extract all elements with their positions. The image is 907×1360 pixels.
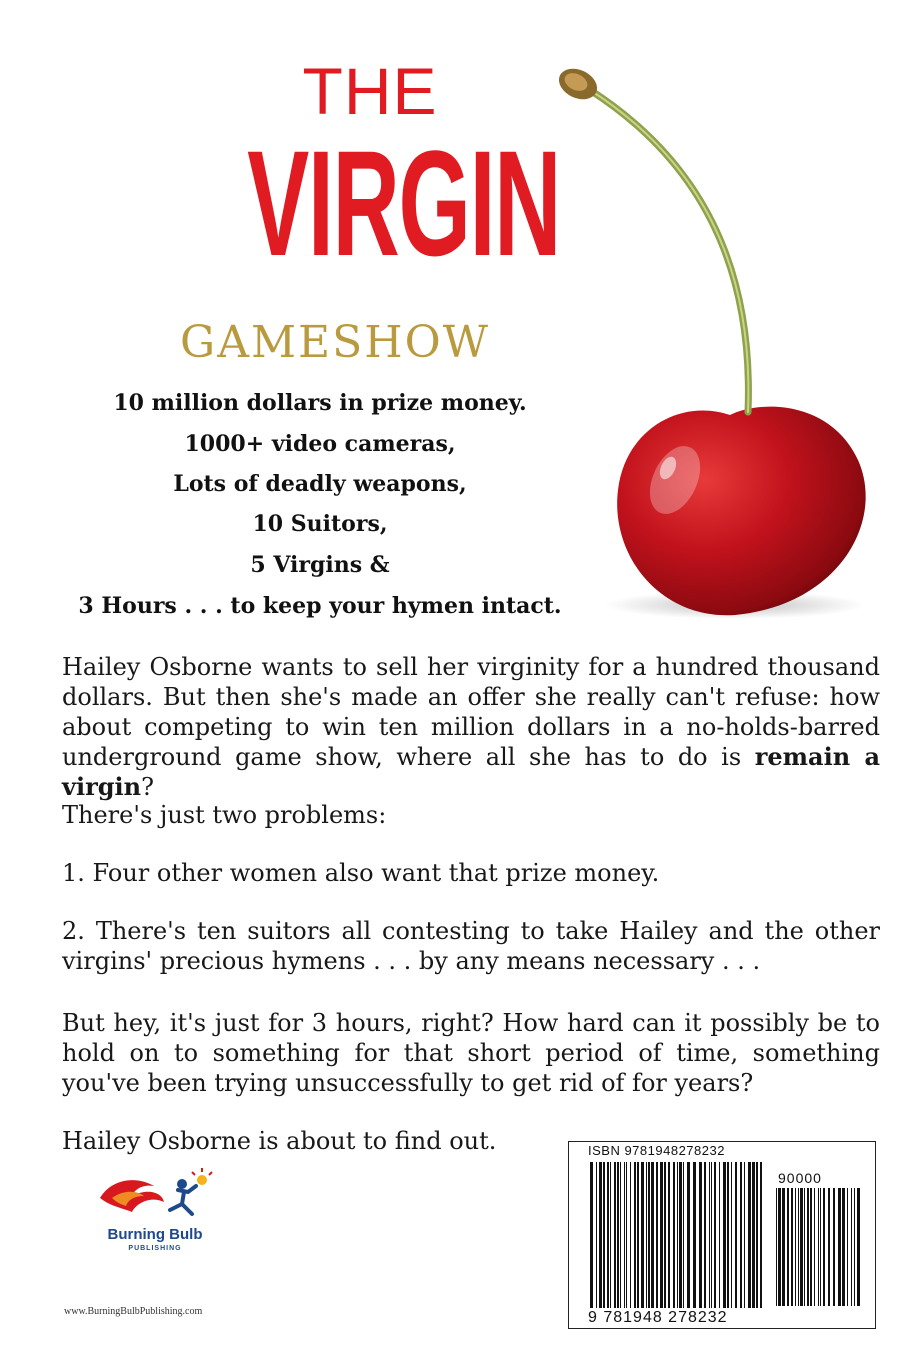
barcode-bar	[800, 1188, 803, 1306]
barcode-bar	[699, 1162, 702, 1308]
barcode-bar	[756, 1162, 758, 1308]
barcode-bar	[660, 1162, 663, 1308]
barcode-bar	[851, 1188, 852, 1306]
barcode-bar	[711, 1162, 712, 1308]
barcode-bar	[634, 1162, 636, 1308]
barcode-bar	[842, 1188, 845, 1306]
tagline-weapons: Lots of deadly weapons,	[173, 471, 467, 497]
tagline-prize: 10 million dollars in prize money.	[113, 390, 527, 416]
publisher-website: www.BurningBulbPublishing.com	[64, 1306, 203, 1317]
barcode-bar	[596, 1162, 597, 1308]
barcode-bar	[590, 1162, 593, 1308]
barcode-bar	[791, 1188, 793, 1306]
barcode-bar	[646, 1162, 647, 1308]
publisher-subtitle: PUBLISHING	[128, 1245, 182, 1252]
barcode-bar	[847, 1188, 848, 1306]
barcode-bar	[723, 1162, 726, 1308]
blurb-paragraph-3: 1. Four other women also want that prize money.	[62, 859, 660, 887]
isbn-label: ISBN 9781948278232	[588, 1143, 725, 1158]
barcode-bar	[744, 1162, 745, 1308]
barcode-bar	[727, 1162, 729, 1308]
tagline-cameras: 1000+ video cameras,	[184, 431, 456, 457]
barcode-bar	[807, 1188, 809, 1306]
barcode-bar	[804, 1188, 805, 1306]
barcode-bar	[630, 1162, 631, 1308]
barcode-bar	[778, 1188, 781, 1306]
barcode-bar	[709, 1162, 710, 1308]
tagline-suitors: 10 Suitors,	[252, 511, 388, 537]
barcode-bar	[677, 1162, 678, 1308]
blurb-p1-text: Hailey Osborne wants to sell her virginity for a hundred thousand dollars. But then she's made an offer she really can't refuse: how about competing to win ten million dollars in a no-holds-barred underground game show, where all she has to do is	[62, 653, 880, 771]
barcode-bar	[854, 1188, 855, 1306]
barcode-bar	[687, 1162, 690, 1308]
barcode-bar	[651, 1162, 654, 1308]
barcode-bar	[833, 1188, 835, 1306]
price-addon-barcode	[776, 1188, 864, 1306]
barcode-bar	[607, 1162, 609, 1308]
barcode-bar	[626, 1162, 627, 1308]
flaming-runner-logo-icon	[92, 1168, 222, 1228]
barcode-bar	[673, 1162, 675, 1308]
barcode-bar	[668, 1162, 670, 1308]
blurb-p1-bold: remain a virgin	[62, 742, 880, 801]
barcode-bar	[603, 1162, 605, 1308]
barcode-bar	[740, 1162, 742, 1308]
barcode-bar	[641, 1162, 644, 1308]
barcode-bar	[648, 1162, 650, 1308]
barcode-bar	[610, 1162, 611, 1308]
blurb-paragraph-4: 2. There's ten suitors all contesting to take Hailey and the other virgins' precious hymens . . . by any means necessary . . .	[62, 917, 880, 975]
barcode-bar	[798, 1188, 799, 1306]
price-code: 90000	[778, 1170, 822, 1186]
barcode-bar	[693, 1162, 696, 1308]
barcode-bar	[620, 1162, 621, 1308]
blurb-p1-end: ?	[141, 773, 154, 801]
barcode-bar	[614, 1162, 616, 1308]
isbn-barcode	[590, 1162, 766, 1308]
barcode-bar	[787, 1188, 789, 1306]
barcode-bar	[818, 1188, 819, 1306]
barcode-bar	[714, 1162, 716, 1308]
barcode-bar	[810, 1188, 812, 1306]
barcode-bar	[624, 1162, 625, 1308]
barcode-bar	[857, 1188, 860, 1306]
publisher-name: Burning Bulb	[107, 1226, 203, 1243]
barcode-bar	[752, 1162, 755, 1308]
barcode-bar	[656, 1162, 658, 1308]
tagline-virgins: 5 Virgins &	[250, 552, 390, 578]
barcode-bar	[719, 1162, 720, 1308]
blurb-paragraph-2: There's just two problems:	[62, 801, 387, 829]
title-gameshow: GAMESHOW	[180, 317, 490, 368]
title-the: THE	[302, 54, 438, 128]
title-virgin: VIRGIN	[247, 119, 561, 287]
blurb-paragraph-5: But hey, it's just for 3 hours, right? How hard can it possibly be to hold on to something for that short period of time, something you've been trying unsuccessfully to get rid of for years?	[62, 1009, 880, 1097]
tagline-hours: 3 Hours . . . to keep your hymen intact.	[78, 593, 562, 619]
barcode-bar	[664, 1162, 666, 1308]
barcode-bar	[679, 1162, 682, 1308]
barcode-bar	[599, 1162, 602, 1308]
barcode-bar	[828, 1188, 830, 1306]
barcode-bar	[760, 1162, 762, 1308]
blurb-paragraph-1	[62, 652, 880, 802]
barcode-bar	[683, 1162, 684, 1308]
barcode-bar	[731, 1162, 732, 1308]
barcode-bar	[704, 1162, 706, 1308]
barcode-bar	[617, 1162, 619, 1308]
barcode-bar	[748, 1162, 751, 1308]
blurb-paragraph-6: Hailey Osborne is about to find out.	[62, 1127, 497, 1155]
barcode-bar	[820, 1188, 821, 1306]
barcode-bar	[823, 1188, 825, 1306]
barcode-bar	[637, 1162, 639, 1308]
cherry-icon	[540, 60, 890, 630]
barcode-bar	[814, 1188, 815, 1306]
barcode-bar	[735, 1162, 737, 1308]
isbn-digits: 9 781948 278232	[588, 1309, 728, 1326]
barcode-bar	[776, 1188, 777, 1306]
barcode-bar	[795, 1188, 796, 1306]
barcode-bar	[838, 1188, 841, 1306]
barcode-bar	[782, 1188, 785, 1306]
